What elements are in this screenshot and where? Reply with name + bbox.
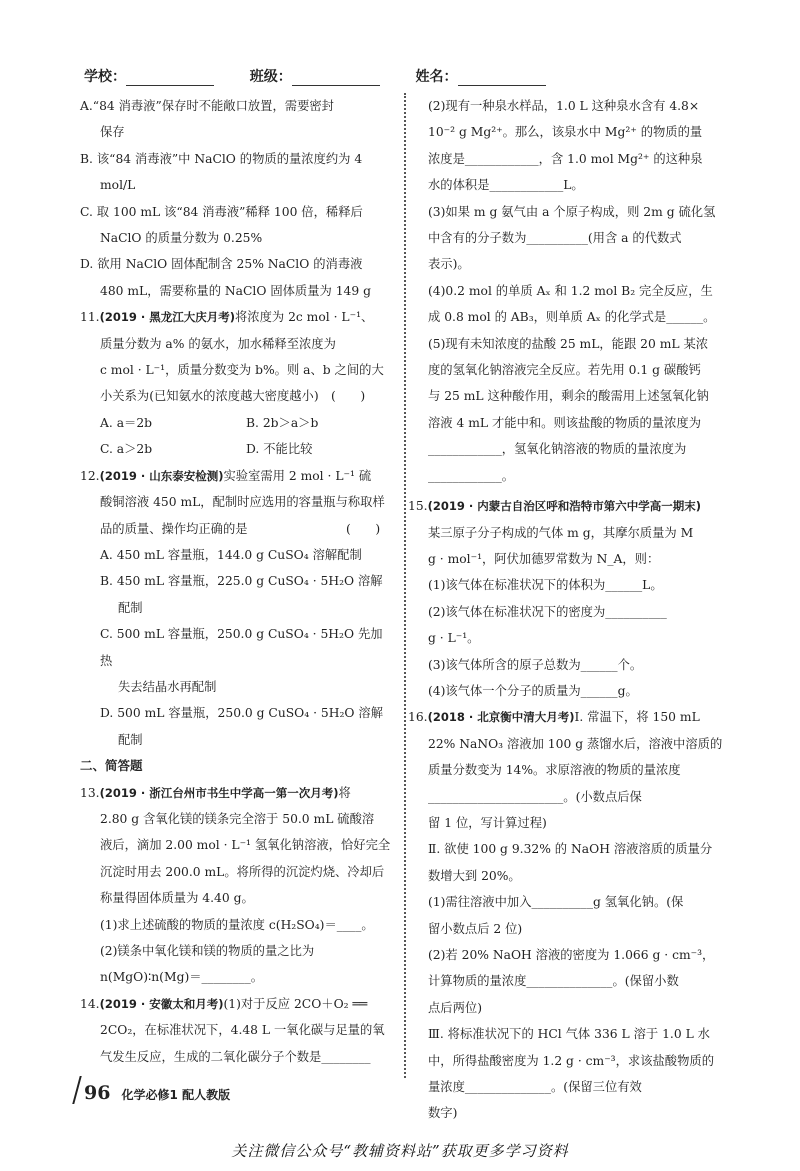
q14-line: 溶液 4 mL 才能中和。则该盐酸的物质的量浓度为 [428, 415, 702, 430]
q11-options-row [80, 410, 392, 436]
q13-line: 将 [338, 785, 351, 800]
q13-subq-2[interactable]: (2)镁条中氧化镁和镁的物质的量之比为 [100, 944, 315, 958]
q14-line: 表示)。 [428, 257, 470, 272]
q16-line: 留小数点后 2 位) [428, 921, 523, 936]
q15-source: (2019 · 内蒙古自治区呼和浩特市第六中学高一期末) [427, 499, 701, 514]
q15-subq-3[interactable]: (3)该气体所含的原子总数为______个。 [428, 657, 643, 672]
question-13 [80, 780, 392, 991]
q16-line: Ⅰ. 常温下，将 150 mL [574, 710, 700, 725]
q13-subq-1[interactable]: (1)求上述硫酸的物质的量浓度 c(H₂SO₄)＝____。 [100, 917, 374, 932]
q11-option-c[interactable]: C. a＞2b [100, 442, 153, 457]
q16-line: 质量分数变为 14%。求原溶液的物质的量浓度 [428, 763, 681, 778]
q16-line: 22% NaNO₃ 溶液加 100 g 蒸馏水后，溶液中溶质的 [428, 736, 723, 751]
q16-line: 中，所得盐酸密度为 1.2 g · cm⁻³，求该盐酸物质的 [428, 1053, 714, 1068]
q11-option-a[interactable]: A. a＝2b [100, 415, 153, 430]
q14-line: 度的氢氧化钠溶液完全反应。若先用 0.1 g 碳酸钙 [428, 363, 701, 378]
q16-source: (2018 · 北京衡中清大月考) [427, 710, 575, 725]
q12-option-b[interactable]: B. 450 mL 容量瓶，225.0 g CuSO₄ · 5H₂O 溶解 [100, 574, 383, 589]
q14-subq-4: (4)0.2 mol 的单质 Aₓ 和 1.2 mol B₂ 完全反应，生 [428, 283, 713, 298]
section-title-short-answer: 二、简答题 [80, 758, 143, 774]
question-14-cont [428, 93, 728, 489]
q14-subq-2: (2)现有一种泉水样品，1.0 L 这种泉水含有 4.8× [428, 99, 700, 113]
q16-line[interactable]: ______________________。(小数点后保 [428, 789, 642, 804]
q16-line: 点后两位) [428, 1000, 482, 1015]
left-column [80, 93, 392, 1070]
q16-line: 数增大到 20%。 [428, 868, 521, 883]
q11-line: 小关系为(已知氨水的浓度越大密度越小) ( ) [100, 389, 366, 404]
column-divider [404, 93, 406, 1078]
q11-source: (2019 · 黑龙江大庆月考) [99, 310, 235, 325]
question-15 [408, 493, 728, 704]
school-blank[interactable] [126, 85, 214, 86]
q16-part-2: Ⅱ. 欲使 100 g 9.32% 的 NaOH 溶液溶质的质量分 [428, 842, 713, 857]
q12-line: 实验室需用 2 mol · L⁻¹ 硫 [223, 468, 372, 483]
q11-option-d[interactable]: D. 不能比较 [246, 442, 313, 457]
q14-line[interactable]: 中含有的分子数为__________(用含 a 的代数式 [428, 231, 682, 246]
q16-subq-2: (2)若 20% NaOH 溶液的密度为 1.066 g · cm⁻³， [428, 948, 715, 962]
q10-option-a: A.“84 消毒液”保存时不能敞口放置，需要密封 [80, 99, 334, 113]
q10-option-d-cont: 480 mL，需要称量的 NaClO 固体质量为 149 g [100, 283, 371, 298]
q12-source: (2019 · 山东泰安检测) [99, 468, 224, 483]
class-label: 班级： [249, 69, 292, 85]
q14-line[interactable]: 成 0.8 mol 的 AB₃，则单质 Aₓ 的化学式是______。 [428, 310, 716, 325]
q15-subq-2[interactable]: (2)该气体在标准状况下的密度为__________ [428, 604, 667, 619]
q10-option-c-cont: NaClO 的质量分数为 0.25% [100, 231, 263, 246]
q15-line: g · mol⁻¹，阿伏加德罗常数为 N_A，则： [428, 551, 660, 566]
name-blank[interactable] [458, 85, 546, 86]
q11-options-row [80, 436, 392, 462]
q14-line[interactable]: ____________。 [428, 468, 515, 483]
q11-option-b[interactable]: B. 2b＞a＞b [246, 415, 319, 430]
q13-number: 13. [80, 785, 100, 800]
q12-number: 12. [80, 468, 100, 483]
q14-line: (1)对于反应 2CO＋O₂ ══ [223, 996, 368, 1011]
q11-line: 质量分数为 a% 的氨水，加水稀释至浓度为 [100, 336, 336, 351]
q16-part-3: Ⅲ. 将标准状况下的 HCl 气体 336 L 溶于 1.0 L 水 [428, 1027, 710, 1042]
q10-option-c: C. 取 100 mL 该“84 消毒液”稀释 100 倍，稀释后 [80, 204, 363, 219]
q14-source: (2019 · 安徽太和月考) [99, 996, 224, 1011]
q15-number: 15. [408, 499, 428, 514]
q12-line: 品的质量、操作均正确的是 ( ) [100, 521, 381, 536]
handwritten-watermark: 关注微信公众号“教辅资料站”获取更多学习资料 [231, 1142, 569, 1160]
q12-line: 酸铜溶液 450 mL，配制时应选用的容量瓶与称取样 [100, 495, 385, 510]
question-12 [80, 463, 392, 753]
q11-line: c mol · L⁻¹，质量分数变为 b%。则 a、b 之间的大 [100, 363, 384, 378]
name-label: 姓名： [415, 69, 458, 85]
q14-line[interactable]: 浓度是____________，含 1.0 mol Mg²⁺ 的这种泉 [428, 151, 703, 166]
q13-subq-2-cont[interactable]: n(MgO)∶n(Mg)＝________。 [100, 970, 264, 985]
page-number: 96 [84, 1082, 111, 1104]
q14-line: 2CO₂，在标准状况下，4.48 L 一氧化碳与足量的氧 [100, 1023, 385, 1038]
book-title: 化学必修1 配人教版 [121, 1088, 231, 1102]
q14-number: 14. [80, 996, 100, 1011]
student-info-header [84, 66, 546, 86]
q14-subq-3: (3)如果 m g 氨气由 a 个原子构成，则 2m g 硫化氢 [428, 204, 716, 219]
q14-line: 10⁻² g Mg²⁺。那么，该泉水中 Mg²⁺ 的物质的量 [428, 125, 703, 140]
q14-line[interactable]: 气发生反应，生成的二氧化碳分子个数是________ [100, 1049, 371, 1064]
q10-option-d: D. 欲用 NaClO 固体配制含 25% NaClO 的消毒液 [80, 257, 363, 272]
q15-line: g · L⁻¹。 [428, 631, 480, 646]
q14-line[interactable]: 水的体积是____________L。 [428, 178, 584, 193]
q16-line: 留 1 位，写计算过程) [428, 815, 547, 830]
q15-subq-1[interactable]: (1)该气体在标准状况下的体积为______L。 [428, 578, 663, 593]
q10-option-b: B. 该“84 消毒液”中 NaClO 的物质的量浓度约为 4 [80, 151, 363, 166]
q16-line[interactable]: 量浓度______________。(保留三位有效 [428, 1080, 642, 1095]
q16-line[interactable]: 计算物质的量浓度______________。(保留小数 [428, 974, 679, 989]
q12-option-a[interactable]: A. 450 mL 容量瓶，144.0 g CuSO₄ 溶解配制 [100, 547, 362, 562]
right-column [408, 93, 728, 1127]
q12-option-d-cont: 配制 [118, 732, 143, 747]
q10-options [80, 93, 392, 304]
question-14 [80, 991, 392, 1070]
question-11 [80, 304, 392, 462]
q15-subq-4[interactable]: (4)该气体一个分子的质量为______g。 [428, 683, 638, 698]
q14-line[interactable]: ____________，氢氧化钠溶液的物质的量浓度为 [428, 442, 687, 457]
q11-line: 将浓度为 2c mol · L⁻¹、 [234, 310, 374, 325]
q13-line: 称量得固体质量为 4.40 g。 [100, 891, 254, 906]
q15-line: 某三原子分子构成的气体 m g，其摩尔质量为 M [428, 525, 694, 540]
q14-subq-5: (5)现有未知浓度的盐酸 25 mL，能跟 20 mL 某浓 [428, 336, 709, 351]
page-footer [84, 1082, 230, 1104]
q13-line: 液后，滴加 2.00 mol · L⁻¹ 氢氧化钠溶液，恰好完全 [100, 838, 391, 853]
q12-option-c[interactable]: C. 500 mL 容量瓶，250.0 g CuSO₄ · 5H₂O 先加热 [100, 627, 383, 668]
q13-line: 2.80 g 含氧化镁的镁条完全溶于 50.0 mL 硫酸溶 [100, 811, 375, 826]
question-16 [408, 704, 728, 1127]
q13-line: 沉淀时用去 200.0 mL。将所得的沉淀灼烧、冷却后 [100, 864, 385, 879]
q16-subq-1[interactable]: (1)需往溶液中加入__________g 氢氧化钠。(保 [428, 895, 684, 910]
q12-option-d[interactable]: D. 500 mL 容量瓶，250.0 g CuSO₄ · 5H₂O 溶解 [100, 706, 383, 721]
q16-line: 数字) [428, 1106, 458, 1121]
q10-option-b-cont: mol/L [100, 178, 136, 193]
q12-option-c-cont: 失去结晶水再配制 [118, 679, 217, 694]
q11-number: 11. [80, 310, 100, 325]
q12-option-b-cont: 配制 [118, 600, 143, 615]
q14-line: 与 25 mL 这种酸作用，剩余的酸需用上述氢氧化钠 [428, 389, 709, 404]
q10-option-a-cont: 保存 [100, 125, 125, 140]
q16-number: 16. [408, 710, 428, 725]
footer-slash-decoration [72, 1076, 82, 1104]
q13-source: (2019 · 浙江台州市书生中学高一第一次月考) [99, 785, 339, 800]
school-label: 学校： [84, 69, 126, 85]
class-blank[interactable] [292, 85, 380, 86]
